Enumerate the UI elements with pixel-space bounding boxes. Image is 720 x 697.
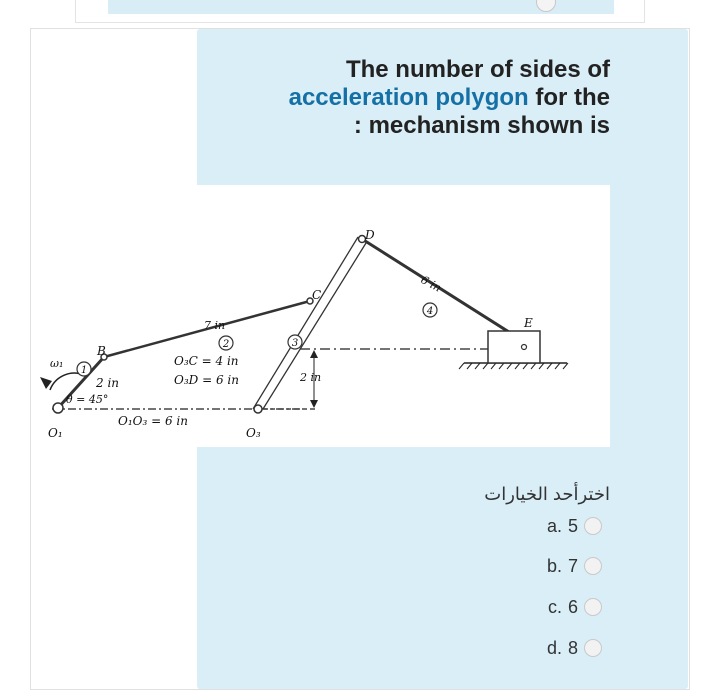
- omega-arc: [50, 373, 84, 390]
- joint-o1: [53, 403, 63, 413]
- option-d-radio[interactable]: [584, 639, 602, 657]
- offset-arrow-down: [310, 400, 318, 408]
- mechanism-diagram: [32, 185, 610, 447]
- label-link2-length: 7 in: [204, 319, 226, 332]
- link-number-2-text: 2: [222, 339, 230, 350]
- option-b-value: 7: [567, 555, 578, 576]
- label-omega: ω₁: [50, 357, 64, 370]
- joint-e: [522, 345, 527, 350]
- option-d-key: d.: [546, 637, 562, 658]
- label-b: B: [97, 344, 106, 358]
- slider-block: [488, 331, 540, 363]
- option-b-radio[interactable]: [584, 557, 602, 575]
- joint-o3: [254, 405, 262, 413]
- link-number-1-text: 1: [80, 365, 88, 376]
- option-c-radio[interactable]: [584, 598, 602, 616]
- question-line-2-rest: for the: [528, 84, 610, 111]
- choose-option-label: اخترأحد الخيارات: [484, 484, 610, 504]
- label-ab-length: 2 in: [96, 376, 120, 390]
- label-c: C: [312, 288, 322, 302]
- question-line-1: The number of sides of: [345, 56, 610, 83]
- label-o3: O₃: [246, 426, 261, 440]
- question-line-3: : mechanism shown is: [353, 112, 610, 139]
- slider-ground-hatch: [459, 363, 568, 369]
- label-link4-length: 6 in: [418, 273, 444, 295]
- mechanism-figure: [32, 185, 610, 447]
- offset-arrow-up: [310, 350, 318, 358]
- option-c-key: c.: [547, 596, 562, 617]
- option-b[interactable]: [547, 554, 602, 578]
- question-text: [200, 56, 610, 140]
- question-highlight: acceleration polygon: [288, 84, 529, 111]
- label-o1o3: O₁O₃ = 6 in: [118, 414, 188, 428]
- option-d-value: 8: [567, 637, 578, 658]
- label-offset: 2 in: [300, 371, 322, 384]
- label-d: D: [365, 228, 375, 242]
- label-theta: θ = 45°: [66, 393, 109, 406]
- label-o1: O₁: [48, 426, 63, 440]
- option-a[interactable]: [547, 514, 602, 538]
- omega-arrowhead: [40, 377, 52, 389]
- link-number-4-text: 4: [426, 306, 434, 317]
- label-o3c: O₃C = 4 in: [174, 354, 239, 368]
- option-a-key: a.: [546, 515, 562, 536]
- label-o3d: O₃D = 6 in: [174, 373, 239, 387]
- option-a-value: 5: [567, 515, 578, 536]
- option-d[interactable]: [547, 636, 602, 660]
- option-a-radio[interactable]: [584, 517, 602, 535]
- option-c[interactable]: [548, 595, 602, 619]
- link-number-3-text: 3: [291, 338, 299, 349]
- label-e: E: [524, 316, 533, 330]
- option-c-value: 6: [567, 596, 578, 617]
- question-line-2: [200, 84, 610, 112]
- link-4: [362, 239, 520, 339]
- option-b-key: b.: [546, 555, 562, 576]
- previous-question-card: [75, 0, 645, 23]
